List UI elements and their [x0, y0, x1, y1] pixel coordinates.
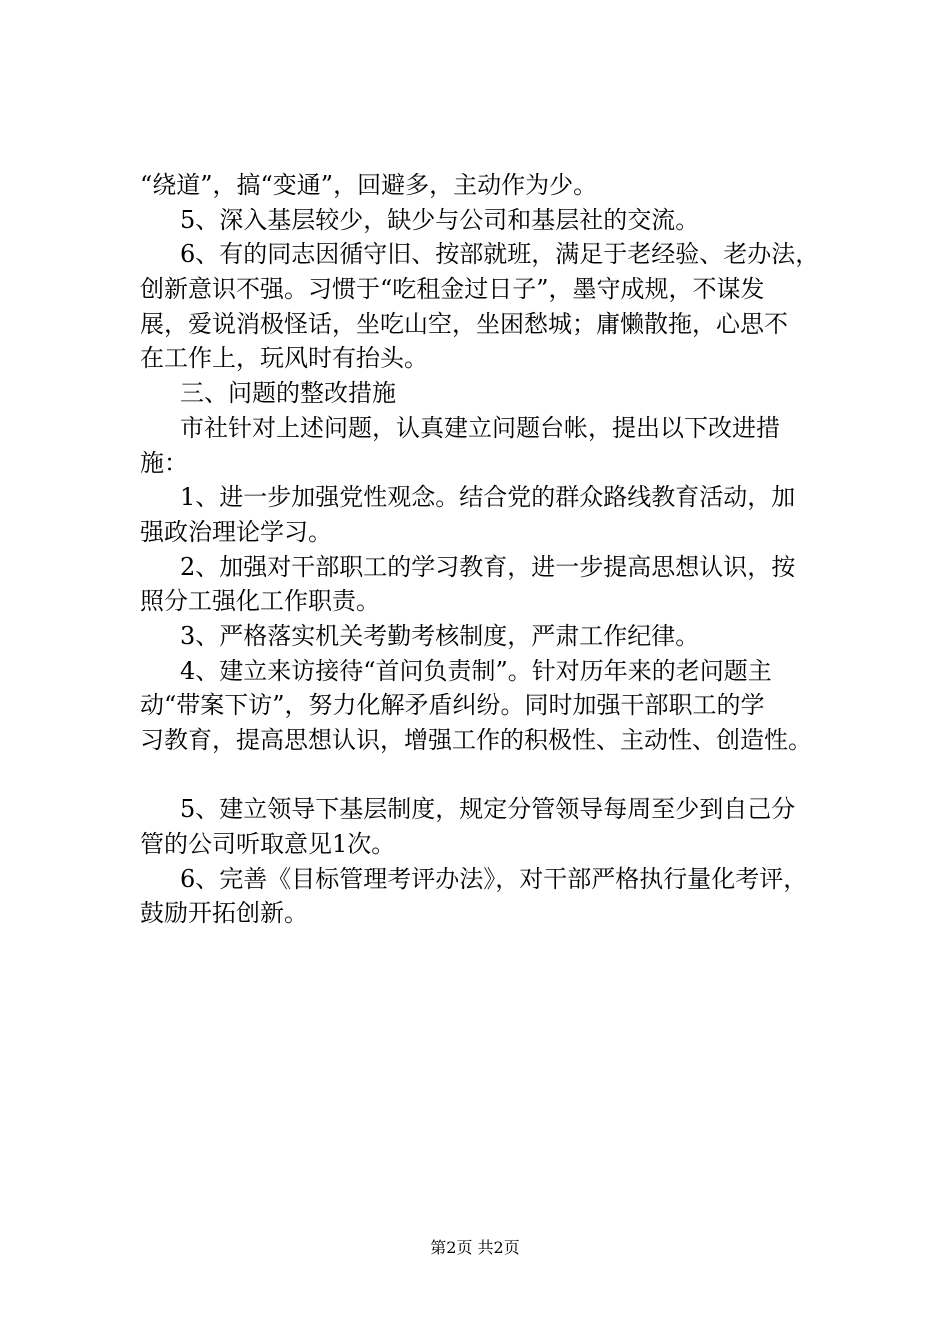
- section-heading: 三、问题的整改措施: [180, 379, 396, 408]
- text-line: 鼓励开拓创新。: [140, 899, 308, 928]
- text-line: 照分工强化工作职责。: [140, 587, 380, 616]
- text-line: 展，爱说消极怪话，坐吃山空，坐困愁城；庸懒散拖，心思不: [140, 309, 788, 338]
- text-line: 管的公司听取意见1次。: [140, 830, 396, 859]
- text-line: 6、完善《目标管理考评办法》，对干部严格执行量化考评，: [180, 864, 808, 893]
- text-line: 创新意识不强。习惯于“吃租金过日子”，墨守成规，不谋发: [140, 275, 765, 304]
- text-line: “绕道”，搞“变通”，回避多，主动作为少。: [140, 171, 598, 199]
- text-line: 4、建立来访接待“首问负责制”。针对历年来的老问题主: [180, 656, 772, 685]
- text-line: 施：: [140, 448, 188, 477]
- text-line: 强政治理论学习。: [140, 517, 332, 546]
- text-line: 动“带案下访”，努力化解矛盾纠纷。同时加强干部职工的学: [140, 691, 765, 720]
- text-line: 6、有的同志因循守旧、按部就班，满足于老经验、老办法，: [180, 240, 820, 269]
- document-body: [140, 168, 860, 931]
- text-line: 市社针对上述问题，认真建立问题台帐，提出以下改进措: [180, 413, 780, 442]
- page-number-footer: 第2页 共2页: [430, 1238, 520, 1257]
- text-line: 习教育，提高思想认识，增强工作的积极性、主动性、创造性。: [140, 726, 812, 754]
- text-line: 在工作上，玩风时有抬头。: [140, 344, 428, 373]
- text-line: 3、严格落实机关考勤考核制度，严肃工作纪律。: [180, 621, 700, 650]
- text-line: 2、加强对干部职工的学习教育，进一步提高思想认识，按: [180, 552, 796, 581]
- text-line: 1、进一步加强党性观念。结合党的群众路线教育活动，加: [180, 483, 796, 512]
- text-line: 5、深入基层较少，缺少与公司和基层社的交流。: [180, 205, 700, 234]
- text-line: 5、建立领导下基层制度，规定分管领导每周至少到自己分: [180, 795, 796, 824]
- paragraph-gap: [140, 758, 860, 793]
